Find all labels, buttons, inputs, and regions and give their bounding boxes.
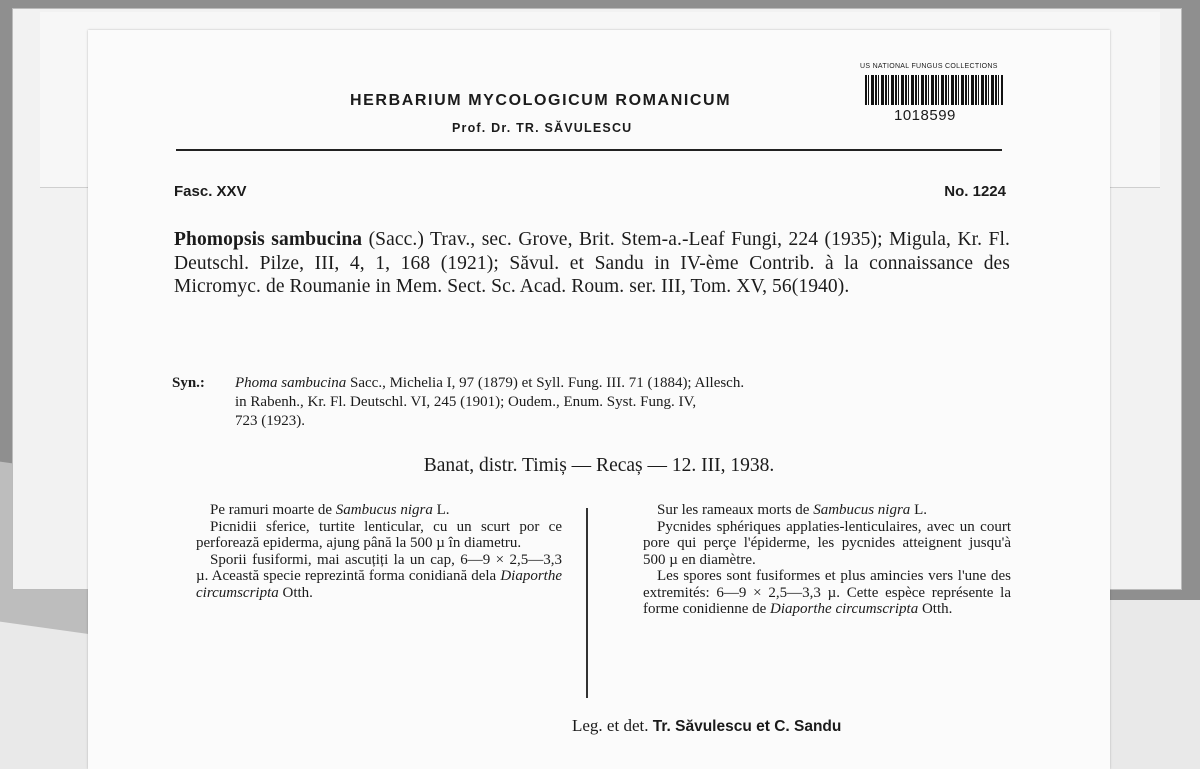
synonym-ref-1: Sacc., Michelia I, 97 (1879) et Syll. Fung. III. 71 (1884); Allesch.	[350, 375, 745, 391]
fascicle-number: Fasc. XXV	[174, 183, 247, 200]
romanian-spores-text: Sporii fusiformi, mai ascuțiți la un cap, 6—9 × 2,5—3,3 µ. Această specie reprezintă forma conidiană dela	[196, 551, 562, 584]
synonym-name: Phoma sambucina	[235, 375, 347, 391]
barcode-caption: US NATIONAL FUNGUS COLLECTIONS	[860, 63, 998, 70]
romanian-species-name: Diaporthe circumscripta	[196, 568, 562, 601]
barcode-number: 1018599	[894, 107, 956, 124]
romanian-species-author: Otth.	[278, 584, 313, 601]
synonymy	[172, 374, 1012, 429]
description-french	[643, 502, 1011, 618]
synonym-line-1	[235, 374, 1012, 393]
synonym-body	[235, 374, 1012, 431]
header-divider	[176, 149, 1002, 151]
french-spores	[643, 568, 1011, 618]
romanian-host-pre: Pe ramuri moarte de	[210, 502, 336, 518]
romanian-spores	[196, 552, 562, 602]
french-species-author: Otth.	[918, 601, 953, 617]
synonym-line-2: in Rabenh., Kr. Fl. Deutschl. VI, 245 (1901); Oudem., Enum. Syst. Fung. IV,	[235, 394, 697, 410]
romanian-host-post: L.	[432, 502, 450, 518]
column-divider	[586, 508, 588, 698]
citation-text: (Sacc.) Trav., sec. Grove, Brit. Stem-a.-Leaf Fungi, 224 (1935); Migula, Kr. Fl. Deutschl. Pilze, III, 4, 1, 168 (1921); Săvul. et Sandu in IV-ème Contrib. à la connaissance des Micromyc. de Roumanie in Mem. Sect. Sc. Acad. Roum. ser. III, Tom. XV, 56(1940).	[174, 229, 1010, 297]
herbarium-title: HERBARIUM MYCOLOGICUM ROMANICUM	[350, 92, 732, 109]
herbarium-curator: Prof. Dr. TR. SĂVULESCU	[452, 121, 633, 135]
herbarium-label	[88, 30, 1110, 769]
french-host	[643, 502, 1011, 519]
taxon-citation	[174, 228, 1010, 299]
synonym-line-3: 723 (1923).	[235, 413, 305, 429]
french-spores-text: Les spores sont fusiformes et plus amincies vers l'une des extremités: 6—9 × 2,5—3,3 µ. Cette espèce représente la forme conidienne de	[643, 568, 1011, 617]
french-host-name: Sambucus nigra	[813, 502, 911, 518]
romanian-host-name: Sambucus nigra	[335, 502, 433, 518]
romanian-host	[196, 502, 562, 519]
collector-prefix: Leg. et det.	[572, 716, 649, 735]
synonym-label: Syn.:	[172, 375, 205, 391]
french-pycnidia: Pycnides sphériques applaties-lenticulaires, avec un court pore qui perçe l'épiderme, les pycnides atteignent jusqu'à 500 µ en diamètre.	[643, 518, 1011, 568]
specimen-number: No. 1224	[944, 183, 1006, 200]
barcode	[865, 75, 1003, 105]
collection-locality: Banat, distr. Timiș — Recaș — 12. III, 1938.	[423, 455, 775, 476]
french-species-name: Diaporthe circumscripta	[770, 601, 919, 617]
taxon-name: Phomopsis sambucina	[174, 229, 363, 250]
description-romanian	[196, 502, 562, 601]
french-host-post: L.	[910, 502, 927, 518]
collector-names: Tr. Săvulescu et C. Sandu	[652, 718, 842, 735]
romanian-pycnidia: Picnidii sferice, turtite lenticular, cu un scurt por ce perforează epiderma, ajung până la 500 µ în diametru.	[196, 518, 562, 551]
french-host-pre: Sur les rameaux morts de	[657, 502, 814, 518]
collector-line	[572, 716, 841, 736]
